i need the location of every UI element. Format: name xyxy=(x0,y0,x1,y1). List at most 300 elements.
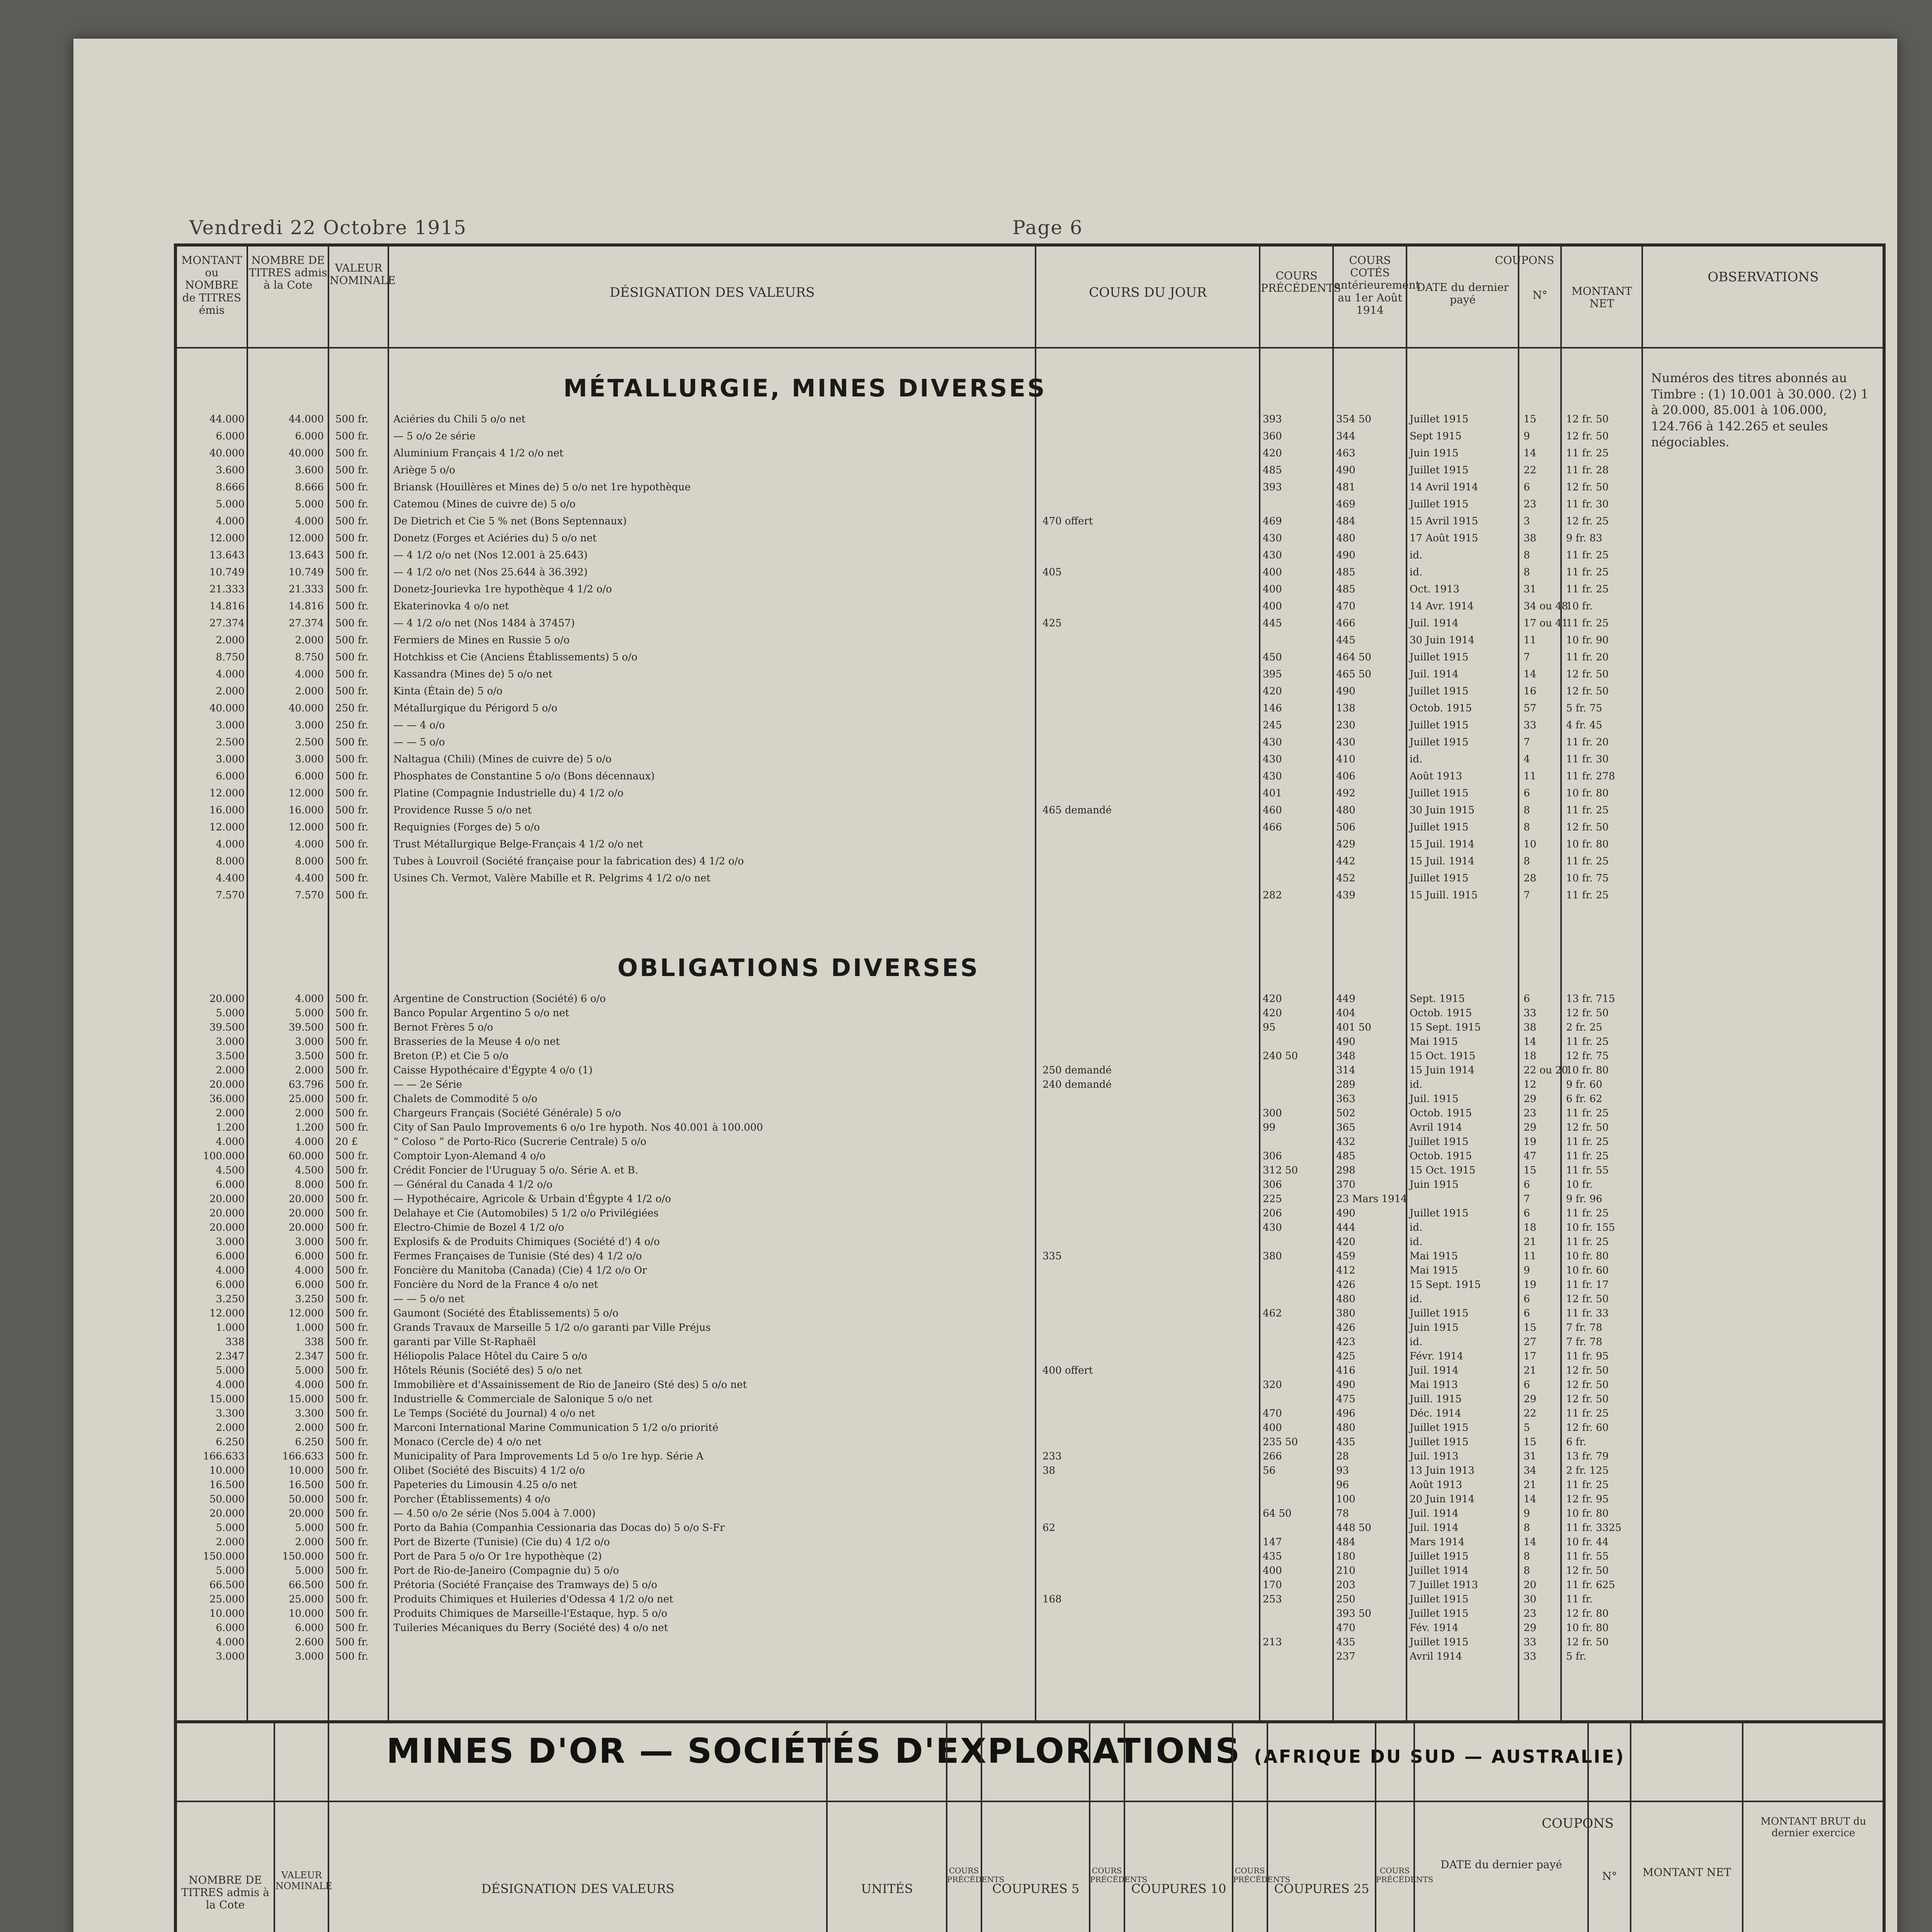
header2-designation: DÉSIGNATION DES VALEURS xyxy=(481,1881,675,1896)
cell-cours-cotes: 28 xyxy=(1336,1451,1349,1462)
cell-coupon-date: Juin 1915 xyxy=(1410,447,1459,459)
cell-cours-precedents: 225 xyxy=(1263,1193,1282,1205)
cell-coupon-date: 15 Juil. 1914 xyxy=(1410,838,1475,850)
cell-cours-jour: 470 offert xyxy=(1043,515,1093,527)
cell-nombre: 13.643 xyxy=(289,549,324,561)
table-row xyxy=(177,1235,1641,1248)
cell-coupon-net: 11 fr. 25 xyxy=(1566,1208,1609,1219)
cell-coupon-net: 11 fr. 25 xyxy=(1566,583,1609,595)
cell-cours-cotes: 480 xyxy=(1336,1422,1355,1434)
cell-designation: City of San Paulo Improvements 6 o/o 1re hypoth. Nos 40.001 à 100.000 xyxy=(393,1122,763,1133)
cell-coupon-numero: 20 xyxy=(1524,1579,1537,1591)
cell-nombre: 8.000 xyxy=(295,855,324,867)
cell-coupon-date: Juillet 1915 xyxy=(1410,1208,1469,1219)
cell-coupon-net: 7 fr. 78 xyxy=(1566,1336,1602,1348)
cell-cours-precedents: 395 xyxy=(1263,668,1282,680)
table-row xyxy=(177,532,1641,545)
cell-coupon-numero: 38 xyxy=(1524,1022,1537,1033)
cell-coupon-numero: 15 xyxy=(1524,1165,1537,1176)
cell-montant: 338 xyxy=(225,1336,245,1348)
cell-montant: 2.000 xyxy=(216,685,245,697)
table-row xyxy=(177,481,1641,494)
cell-cours-cotes: 93 xyxy=(1336,1465,1349,1476)
cell-valeur: 500 fr. xyxy=(335,685,369,697)
cell-coupon-date: Juin 1915 xyxy=(1410,1179,1459,1190)
table-row xyxy=(177,1621,1641,1634)
cell-nombre: 44.000 xyxy=(289,413,324,425)
section-title-obligations: OBLIGATIONS DIVERSES xyxy=(617,954,980,982)
cell-valeur: 500 fr. xyxy=(335,1479,369,1491)
cell-nombre: 3.250 xyxy=(295,1293,324,1305)
cell-cours-cotes: 490 xyxy=(1336,464,1355,476)
observations-note: Numéros des titres abonnés au Timbre : (1) 10.001 à 30.000. (2) 1 à 20.000, 85.001 à 106.000, 124.766 à 142.265 et seules négociables. xyxy=(1651,371,1869,450)
cell-coupon-numero: 17 xyxy=(1524,1350,1537,1362)
header2-nombre: NOMBRE DE TITRES admis à la Cote xyxy=(181,1874,270,1912)
table-row xyxy=(177,1636,1641,1649)
cell-designation: Argentine de Construction (Société) 6 o/o xyxy=(393,993,606,1005)
cell-montant: 50.000 xyxy=(209,1493,245,1505)
cell-cours-precedents: 450 xyxy=(1263,651,1282,663)
cell-cours-precedents: 435 xyxy=(1263,1551,1282,1562)
cell-cours-cotes: 344 xyxy=(1336,430,1355,442)
cell-cours-cotes: 465 50 xyxy=(1336,668,1371,680)
cell-montant: 27.374 xyxy=(209,617,245,629)
cell-coupon-net: 11 fr. 30 xyxy=(1566,753,1609,765)
cell-cours-cotes: 502 xyxy=(1336,1107,1355,1119)
cell-designation: Produits Chimiques de Marseille-l'Estaque, hyp. 5 o/o xyxy=(393,1608,667,1619)
cell-designation: Tubes à Louvroil (Société française pour la fabrication des) 4 1/2 o/o xyxy=(393,855,744,867)
cell-montant: 3.300 xyxy=(216,1408,245,1419)
cell-montant: 166.633 xyxy=(203,1451,245,1462)
cell-cours-cotes: 426 xyxy=(1336,1322,1355,1333)
cell-coupon-numero: 22 xyxy=(1524,1408,1537,1419)
cell-valeur: 500 fr. xyxy=(335,1007,369,1019)
cell-designation: De Dietrich et Cie 5 % net (Bons Septennaux) xyxy=(393,515,627,527)
cell-nombre: 1.000 xyxy=(295,1322,324,1333)
cell-valeur: 500 fr. xyxy=(335,1622,369,1634)
table-row xyxy=(177,1107,1641,1120)
cell-coupon-numero: 23 xyxy=(1524,498,1537,510)
cell-valeur: 500 fr. xyxy=(335,1522,369,1534)
cell-valeur: 500 fr. xyxy=(335,498,369,510)
cell-cours-cotes: 485 xyxy=(1336,1150,1355,1162)
cell-coupon-net: 12 fr. 50 xyxy=(1566,413,1609,425)
cell-designation: Ariège 5 o/o xyxy=(393,464,456,476)
cell-montant: 20.000 xyxy=(209,993,245,1005)
cell-coupon-net: 10 fr. xyxy=(1566,1179,1593,1190)
cell-cours-precedents: 430 xyxy=(1263,770,1282,782)
cell-nombre: 50.000 xyxy=(289,1493,324,1505)
cell-montant: 4.500 xyxy=(216,1165,245,1176)
cell-cours-cotes: 492 xyxy=(1336,787,1355,799)
header-nombre: NOMBRE DE TITRES admis à la Cote xyxy=(249,254,327,292)
cell-cours-jour: 240 demandé xyxy=(1043,1079,1112,1090)
cell-valeur: 500 fr. xyxy=(335,1036,369,1048)
cell-coupon-numero: 33 xyxy=(1524,1651,1537,1662)
cell-valeur: 500 fr. xyxy=(335,1493,369,1505)
cell-coupon-net: 9 fr. 60 xyxy=(1566,1079,1602,1090)
cell-montant: 6.000 xyxy=(216,430,245,442)
cell-cours-precedents: 380 xyxy=(1263,1250,1282,1262)
cell-valeur: 250 fr. xyxy=(335,719,369,731)
cell-valeur: 500 fr. xyxy=(335,1508,369,1519)
cell-designation: Naltagua (Chili) (Mines de cuivre de) 5 o/o xyxy=(393,753,612,765)
cell-coupon-numero: 22 xyxy=(1524,464,1537,476)
cell-nombre: 12.000 xyxy=(289,787,324,799)
cell-montant: 3.000 xyxy=(216,1651,245,1662)
cell-nombre: 5.000 xyxy=(295,1365,324,1376)
cell-montant: 2.347 xyxy=(216,1350,245,1362)
cell-coupon-date: id. xyxy=(1410,1236,1423,1248)
cell-cours-jour: 38 xyxy=(1043,1465,1056,1476)
cell-nombre: 25.000 xyxy=(289,1093,324,1105)
header-montant: MONTANT ou NOMBRE de TITRES émis xyxy=(181,254,242,316)
cell-cours-cotes: 348 xyxy=(1336,1050,1355,1062)
cell-coupon-numero: 29 xyxy=(1524,1622,1537,1634)
cell-nombre: 4.000 xyxy=(295,838,324,850)
cell-coupon-net: 2 fr. 25 xyxy=(1566,1022,1602,1033)
cell-cours-cotes: 423 xyxy=(1336,1336,1355,1348)
cell-coupon-numero: 15 xyxy=(1524,413,1537,425)
cell-designation: Ekaterinovka 4 o/o net xyxy=(393,600,509,612)
cell-coupon-net: 10 fr. 90 xyxy=(1566,634,1609,646)
table-row xyxy=(177,1536,1641,1549)
cell-cours-cotes: 363 xyxy=(1336,1093,1355,1105)
cell-valeur: 500 fr. xyxy=(335,1150,369,1162)
header2-numero: N° xyxy=(1602,1870,1617,1883)
table-row xyxy=(177,515,1641,528)
cell-montant: 66.500 xyxy=(209,1579,245,1591)
cell-cours-cotes: 100 xyxy=(1336,1493,1355,1505)
cell-valeur: 500 fr. xyxy=(335,1408,369,1419)
table-row xyxy=(177,1078,1641,1091)
cell-coupon-net: 10 fr. 80 xyxy=(1566,787,1609,799)
cell-coupon-date: Févr. 1914 xyxy=(1410,1350,1463,1362)
cell-designation: Chalets de Commodité 5 o/o xyxy=(393,1093,537,1105)
cell-valeur: 500 fr. xyxy=(335,821,369,833)
cell-designation: Produits Chimiques et Huileries d'Odessa 4 1/2 o/o net xyxy=(393,1594,673,1605)
cell-designation: Immobilière et d'Assainissement de Rio de Janeiro (Sté des) 5 o/o net xyxy=(393,1379,747,1391)
cell-coupon-net: 10 fr. 155 xyxy=(1566,1222,1615,1233)
cell-designation: Bernot Frères 5 o/o xyxy=(393,1022,493,1033)
cell-nombre: 4.000 xyxy=(295,993,324,1005)
cell-montant: 4.000 xyxy=(216,1265,245,1276)
cell-montant: 39.500 xyxy=(209,1022,245,1033)
cell-coupon-net: 9 fr. 96 xyxy=(1566,1193,1602,1205)
cell-cours-precedents: 430 xyxy=(1263,532,1282,544)
cell-coupon-date: Mai 1915 xyxy=(1410,1265,1458,1276)
cell-coupon-date: Octob. 1915 xyxy=(1410,1007,1472,1019)
cell-coupon-date: 15 Juill. 1915 xyxy=(1410,889,1478,901)
cell-montant: 15.000 xyxy=(209,1393,245,1405)
cell-valeur: 500 fr. xyxy=(335,1279,369,1291)
cell-coupon-net: 4 fr. 45 xyxy=(1566,719,1602,731)
cell-coupon-date: id. xyxy=(1410,1222,1423,1233)
cell-cours-precedents: 306 xyxy=(1263,1150,1282,1162)
cell-nombre: 2.000 xyxy=(295,634,324,646)
cell-nombre: 10.000 xyxy=(289,1608,324,1619)
cell-designation: Foncière du Manitoba (Canada) (Cie) 4 1/2 o/o Or xyxy=(393,1265,647,1276)
cell-coupon-date: Sept 1915 xyxy=(1410,430,1462,442)
cell-coupon-numero: 14 xyxy=(1524,1536,1537,1548)
cell-coupon-date: 15 Sept. 1915 xyxy=(1410,1279,1481,1291)
table-row xyxy=(177,1135,1641,1148)
table-row xyxy=(177,1364,1641,1377)
cell-coupon-net: 10 fr. xyxy=(1566,600,1593,612)
cell-designation: Donetz-Jourievka 1re hypothèque 4 1/2 o/o xyxy=(393,583,612,595)
cell-nombre: 6.000 xyxy=(295,1622,324,1634)
cell-coupon-net: 12 fr. 50 xyxy=(1566,1379,1609,1391)
cell-valeur: 500 fr. xyxy=(335,1293,369,1305)
cell-nombre: 60.000 xyxy=(289,1150,324,1162)
cell-valeur: 500 fr. xyxy=(335,993,369,1005)
cell-valeur: 500 fr. xyxy=(335,855,369,867)
cell-coupon-numero: 6 xyxy=(1524,1208,1530,1219)
cell-coupon-date: Juillet 1915 xyxy=(1410,1136,1469,1148)
cell-nombre: 2.600 xyxy=(295,1636,324,1648)
header2-coupures-25: COUPURES 25 xyxy=(1274,1881,1369,1896)
cell-coupon-numero: 34 ou 48 xyxy=(1524,600,1568,612)
cell-montant: 20.000 xyxy=(209,1222,245,1233)
cell-valeur: 500 fr. xyxy=(335,1079,369,1090)
cell-cours-precedents: 430 xyxy=(1263,753,1282,765)
header-valeur: VALEUR NOMINALE xyxy=(330,262,396,287)
cell-coupon-numero: 7 xyxy=(1524,651,1530,663)
cell-coupon-date: Mai 1915 xyxy=(1410,1036,1458,1048)
header-coupons: COUPONS xyxy=(1495,254,1554,267)
cell-nombre: 6.000 xyxy=(295,1250,324,1262)
table-row xyxy=(177,787,1641,800)
cell-montant: 21.333 xyxy=(209,583,245,595)
cell-coupon-numero: 29 xyxy=(1524,1122,1537,1133)
cell-montant: 10.000 xyxy=(209,1465,245,1476)
header2-cours-prec-3: COURS PRÉCÉDENTS xyxy=(1233,1866,1291,1884)
cell-cours-cotes: 237 xyxy=(1336,1651,1355,1662)
cell-designation: Gaumont (Société des Établissements) 5 o/o xyxy=(393,1308,619,1319)
cell-montant: 12.000 xyxy=(209,532,245,544)
cell-designation: — 4 1/2 o/o net (Nos 1484 à 37457) xyxy=(393,617,575,629)
cell-montant: 150.000 xyxy=(203,1551,245,1562)
cell-cours-cotes: 452 xyxy=(1336,872,1355,884)
cell-cours-cotes: 506 xyxy=(1336,821,1355,833)
cell-designation: Olibet (Société des Biscuits) 4 1/2 o/o xyxy=(393,1465,585,1476)
cell-montant: 2.000 xyxy=(216,634,245,646)
cell-cours-cotes: 432 xyxy=(1336,1136,1355,1148)
cell-coupon-date: Août 1913 xyxy=(1410,770,1463,782)
cell-cours-jour: 400 offert xyxy=(1043,1365,1093,1376)
cell-montant: 5.000 xyxy=(216,1365,245,1376)
cell-coupon-date: Octob. 1915 xyxy=(1410,702,1472,714)
cell-designation: — — 2e Série xyxy=(393,1079,463,1090)
cell-coupon-numero: 27 xyxy=(1524,1336,1537,1348)
cell-cours-cotes: 420 xyxy=(1336,1236,1355,1248)
cell-valeur: 500 fr. xyxy=(335,1579,369,1591)
cell-valeur: 500 fr. xyxy=(335,804,369,816)
cell-montant: 3.000 xyxy=(216,1036,245,1048)
table-row xyxy=(177,634,1641,647)
cell-designation: Port de Rio-de-Janeiro (Compagnie du) 5 o/o xyxy=(393,1565,619,1577)
cell-designation: — 5 o/o 2e série xyxy=(393,430,476,442)
cell-coupon-numero: 38 xyxy=(1524,532,1537,544)
cell-nombre: 150.000 xyxy=(282,1551,324,1562)
cell-cours-jour: 425 xyxy=(1043,617,1062,629)
cell-montant: 5.000 xyxy=(216,1007,245,1019)
cell-cours-cotes: 380 xyxy=(1336,1308,1355,1319)
header2-cours-prec-1: COURS PRÉCÉDENTS xyxy=(947,1866,1005,1884)
cell-coupon-net: 10 fr. 80 xyxy=(1566,1508,1609,1519)
cell-designation: Fermes Françaises de Tunisie (Sté des) 4 1/2 o/o xyxy=(393,1250,642,1262)
cell-coupon-numero: 6 xyxy=(1524,481,1530,493)
cell-coupon-net: 11 fr. 25 xyxy=(1566,1236,1609,1248)
header2-cours-prec-2: COURS PRÉCÉDENTS xyxy=(1090,1866,1148,1884)
table-row xyxy=(177,1121,1641,1134)
cell-coupon-net: 12 fr. 60 xyxy=(1566,1422,1609,1434)
cell-valeur: 500 fr. xyxy=(335,1436,369,1448)
cell-coupon-date: Juillet 1915 xyxy=(1410,1594,1469,1605)
cell-nombre: 5.000 xyxy=(295,1565,324,1577)
table-row xyxy=(177,464,1641,477)
header2-unites: UNITÉS xyxy=(861,1881,913,1896)
cell-designation: — — 5 o/o xyxy=(393,736,445,748)
cell-cours-cotes: 490 xyxy=(1336,1208,1355,1219)
cell-cours-cotes: 475 xyxy=(1336,1393,1355,1405)
table-row xyxy=(177,855,1641,868)
cell-valeur: 500 fr. xyxy=(335,1265,369,1276)
header-date: DATE du dernier payé xyxy=(1417,281,1509,306)
cell-coupon-net: 11 fr. 25 xyxy=(1566,889,1609,901)
cell-nombre: 3.300 xyxy=(295,1408,324,1419)
cell-cours-cotes: 412 xyxy=(1336,1265,1355,1276)
cell-montant: 20.000 xyxy=(209,1079,245,1090)
cell-coupon-date: Juillet 1915 xyxy=(1410,1436,1469,1448)
table-row xyxy=(177,702,1641,715)
cell-nombre: 21.333 xyxy=(289,583,324,595)
cell-coupon-net: 12 fr. 95 xyxy=(1566,1493,1609,1505)
cell-coupon-numero: 23 xyxy=(1524,1107,1537,1119)
cell-coupon-net: 10 fr. 80 xyxy=(1566,1065,1609,1076)
cell-coupon-numero: 8 xyxy=(1524,566,1530,578)
cell-nombre: 3.600 xyxy=(295,464,324,476)
cell-coupon-numero: 6 xyxy=(1524,1379,1530,1391)
cell-montant: 4.000 xyxy=(216,515,245,527)
cell-coupon-numero: 28 xyxy=(1524,872,1537,884)
cell-montant: 2.000 xyxy=(216,1065,245,1076)
cell-coupon-date: Juillet 1915 xyxy=(1410,498,1469,510)
cell-coupon-net: 12 fr. 50 xyxy=(1566,1565,1609,1577)
cell-coupon-net: 13 fr. 79 xyxy=(1566,1451,1609,1462)
cell-coupon-numero: 33 xyxy=(1524,719,1537,731)
cell-coupon-date: 30 Juin 1915 xyxy=(1410,804,1475,816)
cell-coupon-net: 11 fr. 25 xyxy=(1566,855,1609,867)
cell-cours-precedents: 393 xyxy=(1263,413,1282,425)
cell-coupon-numero: 8 xyxy=(1524,549,1530,561)
cell-montant: 20.000 xyxy=(209,1193,245,1205)
cell-coupon-numero: 6 xyxy=(1524,1308,1530,1319)
cell-nombre: 20.000 xyxy=(289,1193,324,1205)
cell-valeur: 500 fr. xyxy=(335,736,369,748)
cell-designation: Le Temps (Société du Journal) 4 o/o net xyxy=(393,1408,595,1419)
cell-coupon-numero: 47 xyxy=(1524,1150,1537,1162)
cell-cours-precedents: 306 xyxy=(1263,1179,1282,1190)
cell-designation: Usines Ch. Vermot, Valère Mabille et R. Pelgrims 4 1/2 o/o net xyxy=(393,872,711,884)
cell-cours-cotes: 78 xyxy=(1336,1508,1349,1519)
cell-nombre: 7.570 xyxy=(295,889,324,901)
cell-coupon-numero: 30 xyxy=(1524,1594,1537,1605)
gold-mines-table xyxy=(174,1723,1886,1932)
cell-nombre: 14.816 xyxy=(289,600,324,612)
table-row xyxy=(177,1421,1641,1434)
cell-coupon-numero: 10 xyxy=(1524,838,1537,850)
cell-montant: 2.000 xyxy=(216,1107,245,1119)
cell-nombre: 27.374 xyxy=(289,617,324,629)
cell-valeur: 500 fr. xyxy=(335,413,369,425)
cell-coupon-date: id. xyxy=(1410,566,1423,578)
header2-brut: MONTANT BRUT du dernier exercice xyxy=(1760,1816,1866,1839)
cell-coupon-date: Mai 1913 xyxy=(1410,1379,1458,1391)
cell-coupon-date: id. xyxy=(1410,753,1423,765)
cell-coupon-net: 12 fr. 50 xyxy=(1566,685,1609,697)
cell-designation: Hôtels Réunis (Société des) 5 o/o net xyxy=(393,1365,582,1376)
cell-coupon-date: Juillet 1915 xyxy=(1410,651,1469,663)
cell-coupon-numero: 21 xyxy=(1524,1479,1537,1491)
cell-coupon-net: 10 fr. 60 xyxy=(1566,1265,1609,1276)
cell-coupon-net: 11 fr. 17 xyxy=(1566,1279,1609,1291)
cell-designation: Donetz (Forges et Aciéries du) 5 o/o net xyxy=(393,532,597,544)
cell-cours-precedents: 170 xyxy=(1263,1579,1282,1591)
cell-designation: — 4.50 o/o 2e série (Nos 5.004 à 7.000) xyxy=(393,1508,596,1519)
table-row xyxy=(177,1578,1641,1592)
table-row xyxy=(177,1335,1641,1349)
cell-designation: Crédit Foncier de l'Uruguay 5 o/o. Série A. et B. xyxy=(393,1165,638,1176)
cell-montant: 8.000 xyxy=(216,855,245,867)
cell-valeur: 500 fr. xyxy=(335,1379,369,1391)
cell-coupon-date: Juil. 1914 xyxy=(1410,668,1459,680)
cell-cours-cotes: 480 xyxy=(1336,532,1355,544)
cell-valeur: 500 fr. xyxy=(335,872,369,884)
cell-cours-cotes: 442 xyxy=(1336,855,1355,867)
cell-cours-cotes: 429 xyxy=(1336,838,1355,850)
cell-valeur: 500 fr. xyxy=(335,1250,369,1262)
cell-valeur: 500 fr. xyxy=(335,1636,369,1648)
cell-coupon-numero: 15 xyxy=(1524,1322,1537,1333)
cell-cours-precedents: 462 xyxy=(1263,1308,1282,1319)
table-row xyxy=(177,753,1641,766)
table-row xyxy=(177,1250,1641,1263)
table-row xyxy=(177,651,1641,664)
section-title-metallurgie: MÉTALLURGIE, MINES DIVERSES xyxy=(563,374,1047,402)
cell-cours-precedents: 282 xyxy=(1263,889,1282,901)
cell-valeur: 500 fr. xyxy=(335,430,369,442)
cell-coupon-numero: 4 xyxy=(1524,753,1530,765)
cell-coupon-net: 12 fr. 80 xyxy=(1566,1608,1609,1619)
cell-designation: garanti par Ville St-Raphaël xyxy=(393,1336,536,1348)
header2-valeur: VALEUR NOMINALE xyxy=(276,1870,332,1891)
cell-coupon-numero: 6 xyxy=(1524,993,1530,1005)
cell-coupon-date: 15 Juil. 1914 xyxy=(1410,855,1475,867)
cell-valeur: 500 fr. xyxy=(335,1050,369,1062)
cell-montant: 4.400 xyxy=(216,872,245,884)
cell-cours-cotes: 430 xyxy=(1336,736,1355,748)
table-row xyxy=(177,1035,1641,1048)
cell-montant: 12.000 xyxy=(209,1308,245,1319)
cell-valeur: 500 fr. xyxy=(335,1608,369,1619)
cell-nombre: 2.000 xyxy=(295,1422,324,1434)
table-row xyxy=(177,685,1641,698)
cell-coupon-net: 11 fr. 25 xyxy=(1566,549,1609,561)
cell-montant: 2.500 xyxy=(216,736,245,748)
table-row xyxy=(177,1564,1641,1577)
cell-designation: Chargeurs Français (Société Générale) 5 o/o xyxy=(393,1107,621,1119)
